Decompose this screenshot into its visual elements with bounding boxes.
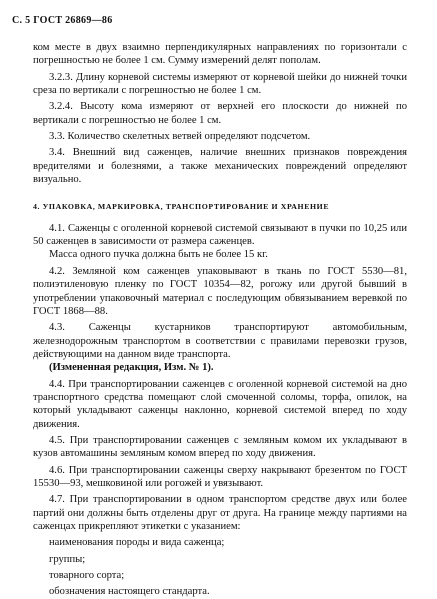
paragraph-3-2-3: 3.2.3. Длину корневой системы измеряют от корневой шейки до нижней точки среза по вертикали с погрешностью не более 1 см. xyxy=(33,71,407,97)
paragraph-4-6: 4.6. При транспортировании саженцы сверху накрывают брезентом по ГОСТ 15530—93, мешковиной или рогожей и увязывают. xyxy=(33,464,407,489)
section-4-heading: 4. УПАКОВКА, МАРКИРОВКА, ТРАНСПОРТИРОВАНИЕ И ХРАНЕНИЕ xyxy=(33,202,330,212)
paragraph-4-2: 4.2. Земляной ком саженцев упаковывают в ткань по ГОСТ 5530—81, полиэтиленовую пленку по ГОСТ 10354—82, рогожу или другой бывший в употреблении упаковочный материал с последующим обвязыванием веревкой по ГОСТ 1868—88. xyxy=(33,265,407,317)
paragraph-4-5: 4.5. При транспортировании саженцев с земляным комом их укладывают в кузов автомашины земляным комом вперед по ходу движения. xyxy=(33,434,407,460)
paragraph-4-1: 4.1. Саженцы с оголенной корневой системой связывают в пучки по 10,25 или 50 саженцев в зависимости от размера саженцев. xyxy=(33,222,407,248)
paragraph-4-3: 4.3. Саженцы кустарников транспортируют автомобильным, железнодорожным транспортом в соответствии с правилами перевозки грузов, действующими на данном виде транспорта. xyxy=(33,322,407,360)
paragraph-4-1-mass: Масса одного пучка должна быть не более 15 кг. xyxy=(49,249,268,261)
label-list-item: группы; xyxy=(49,553,86,565)
paragraph-3-2-2-continuation: ком месте в двух взаимно перпендикулярных направлениях по горизонтали с погрешностью не более 1 см. Сумму измерений делят пополам. xyxy=(33,42,407,67)
paragraph-4-4: 4.4. При транспортировании саженцев с оголенной корневой системой на дно транспортного средства помещают слой смоченной соломы, торфа, опилок, на который укладывают саженцы наклонно, корневой системой вперед по ходу движения. xyxy=(33,378,407,430)
label-list-item: товарного сорта; xyxy=(49,570,125,582)
paragraph-3-2-4: 3.2.4. Высоту кома измеряют от верхней его плоскости до нижней по вертикали с погрешностью не более 1 см. xyxy=(33,101,407,126)
paragraph-3-3: 3.3. Количество скелетных ветвей определяют подсчетом. xyxy=(49,131,311,143)
label-list-item: наименования породы и вида саженца; xyxy=(49,537,225,549)
page-header: С. 5 ГОСТ 26869—86 xyxy=(12,15,113,26)
paragraph-4-7: 4.7. При транспортировании в одном транспортом средстве двух или более партий они должны быть отделены друг от друга. На границе между партиями на саженцах прикрепляют этикетки с указанием: xyxy=(33,494,407,532)
document-body xyxy=(33,41,407,599)
paragraph-3-4: 3.4. Внешний вид саженцев, наличие внешних признаков повреждения вредителями и болезнями, а также механических повреждений определяют визуально. xyxy=(33,147,407,186)
amendment-note: (Измененная редакция, Изм. № 1). xyxy=(49,362,214,374)
label-list-item: обозначения настоящего стандарта. xyxy=(49,586,210,598)
